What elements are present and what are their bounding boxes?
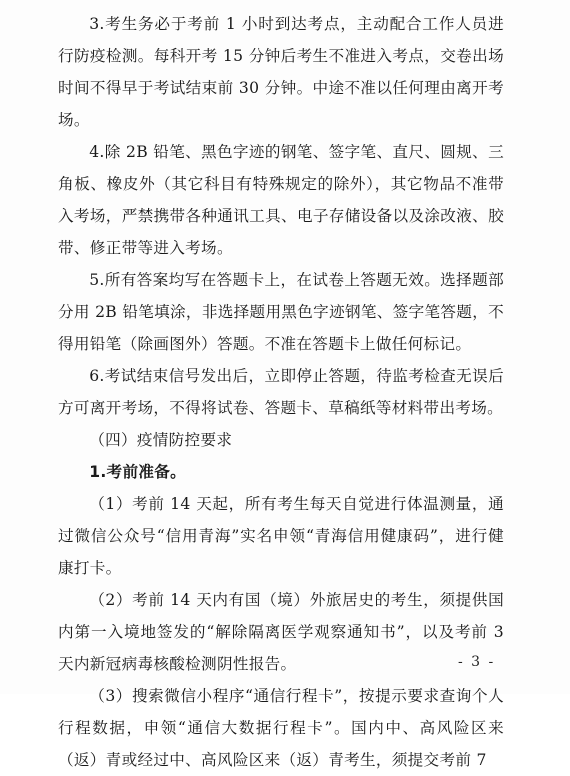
page-number: - 3 - — [458, 654, 496, 670]
sub-paragraph-2: （2）考前 14 天内有国（境）外旅居史的考生，须提供国内第一入境地签发的“解除隔离医学观察通知书”，以及考前 3 天内新冠病毒核酸检测阴性报告。 — [58, 591, 504, 673]
paragraph-item-5: 5.所有答案均写在答题卡上，在试卷上答题无效。选择题部分用 2B 铅笔填涂，非选择题用黑色字迹钢笔、签字笔答题，不得用铅笔（除画图外）答题。不准在答题卡上做任何标记。 — [58, 271, 504, 353]
sub-paragraph-3: （3）搜索微信小程序“通信行程卡”，按提示要求查询个人行程数据，申领“通信大数据行程卡”。国内中、高风险区来（返）青或经过中、高风险区来（返）青考生，须提交考前 7 — [58, 687, 504, 769]
paragraph-item-3: 3.考生务必于考前 1 小时到达考点，主动配合工作人员进行防疫检测。每科开考 15 分钟后考生不准进入考点，交卷出场时间不得早于考试结束前 30 分钟。中途不准以任何理由离开考场。 — [58, 15, 504, 129]
sub-paragraph-1: （1）考前 14 天起，所有考生每天自觉进行体温测量，通过微信公众号“信用青海”实名申领“青海信用健康码”，进行健康打卡。 — [58, 495, 504, 577]
section-heading: （四）疫情防控要求 — [89, 431, 233, 449]
subsection-heading: 1.考前准备。 — [89, 463, 187, 481]
paragraph-item-4: 4.除 2B 铅笔、黑色字迹的钢笔、签字笔、直尺、圆规、三角板、橡皮外（其它科目有特殊规定的除外），其它物品不准带入考场，严禁携带各种通讯工具、电子存储设备以及涂改液、胶带、修正带等进入考场。 — [58, 143, 504, 257]
document-body — [58, 8, 504, 776]
paragraph-item-6: 6.考试结束信号发出后，立即停止答题，待监考检查无误后方可离开考场，不得将试卷、答题卡、草稿纸等材料带出考场。 — [58, 367, 504, 417]
